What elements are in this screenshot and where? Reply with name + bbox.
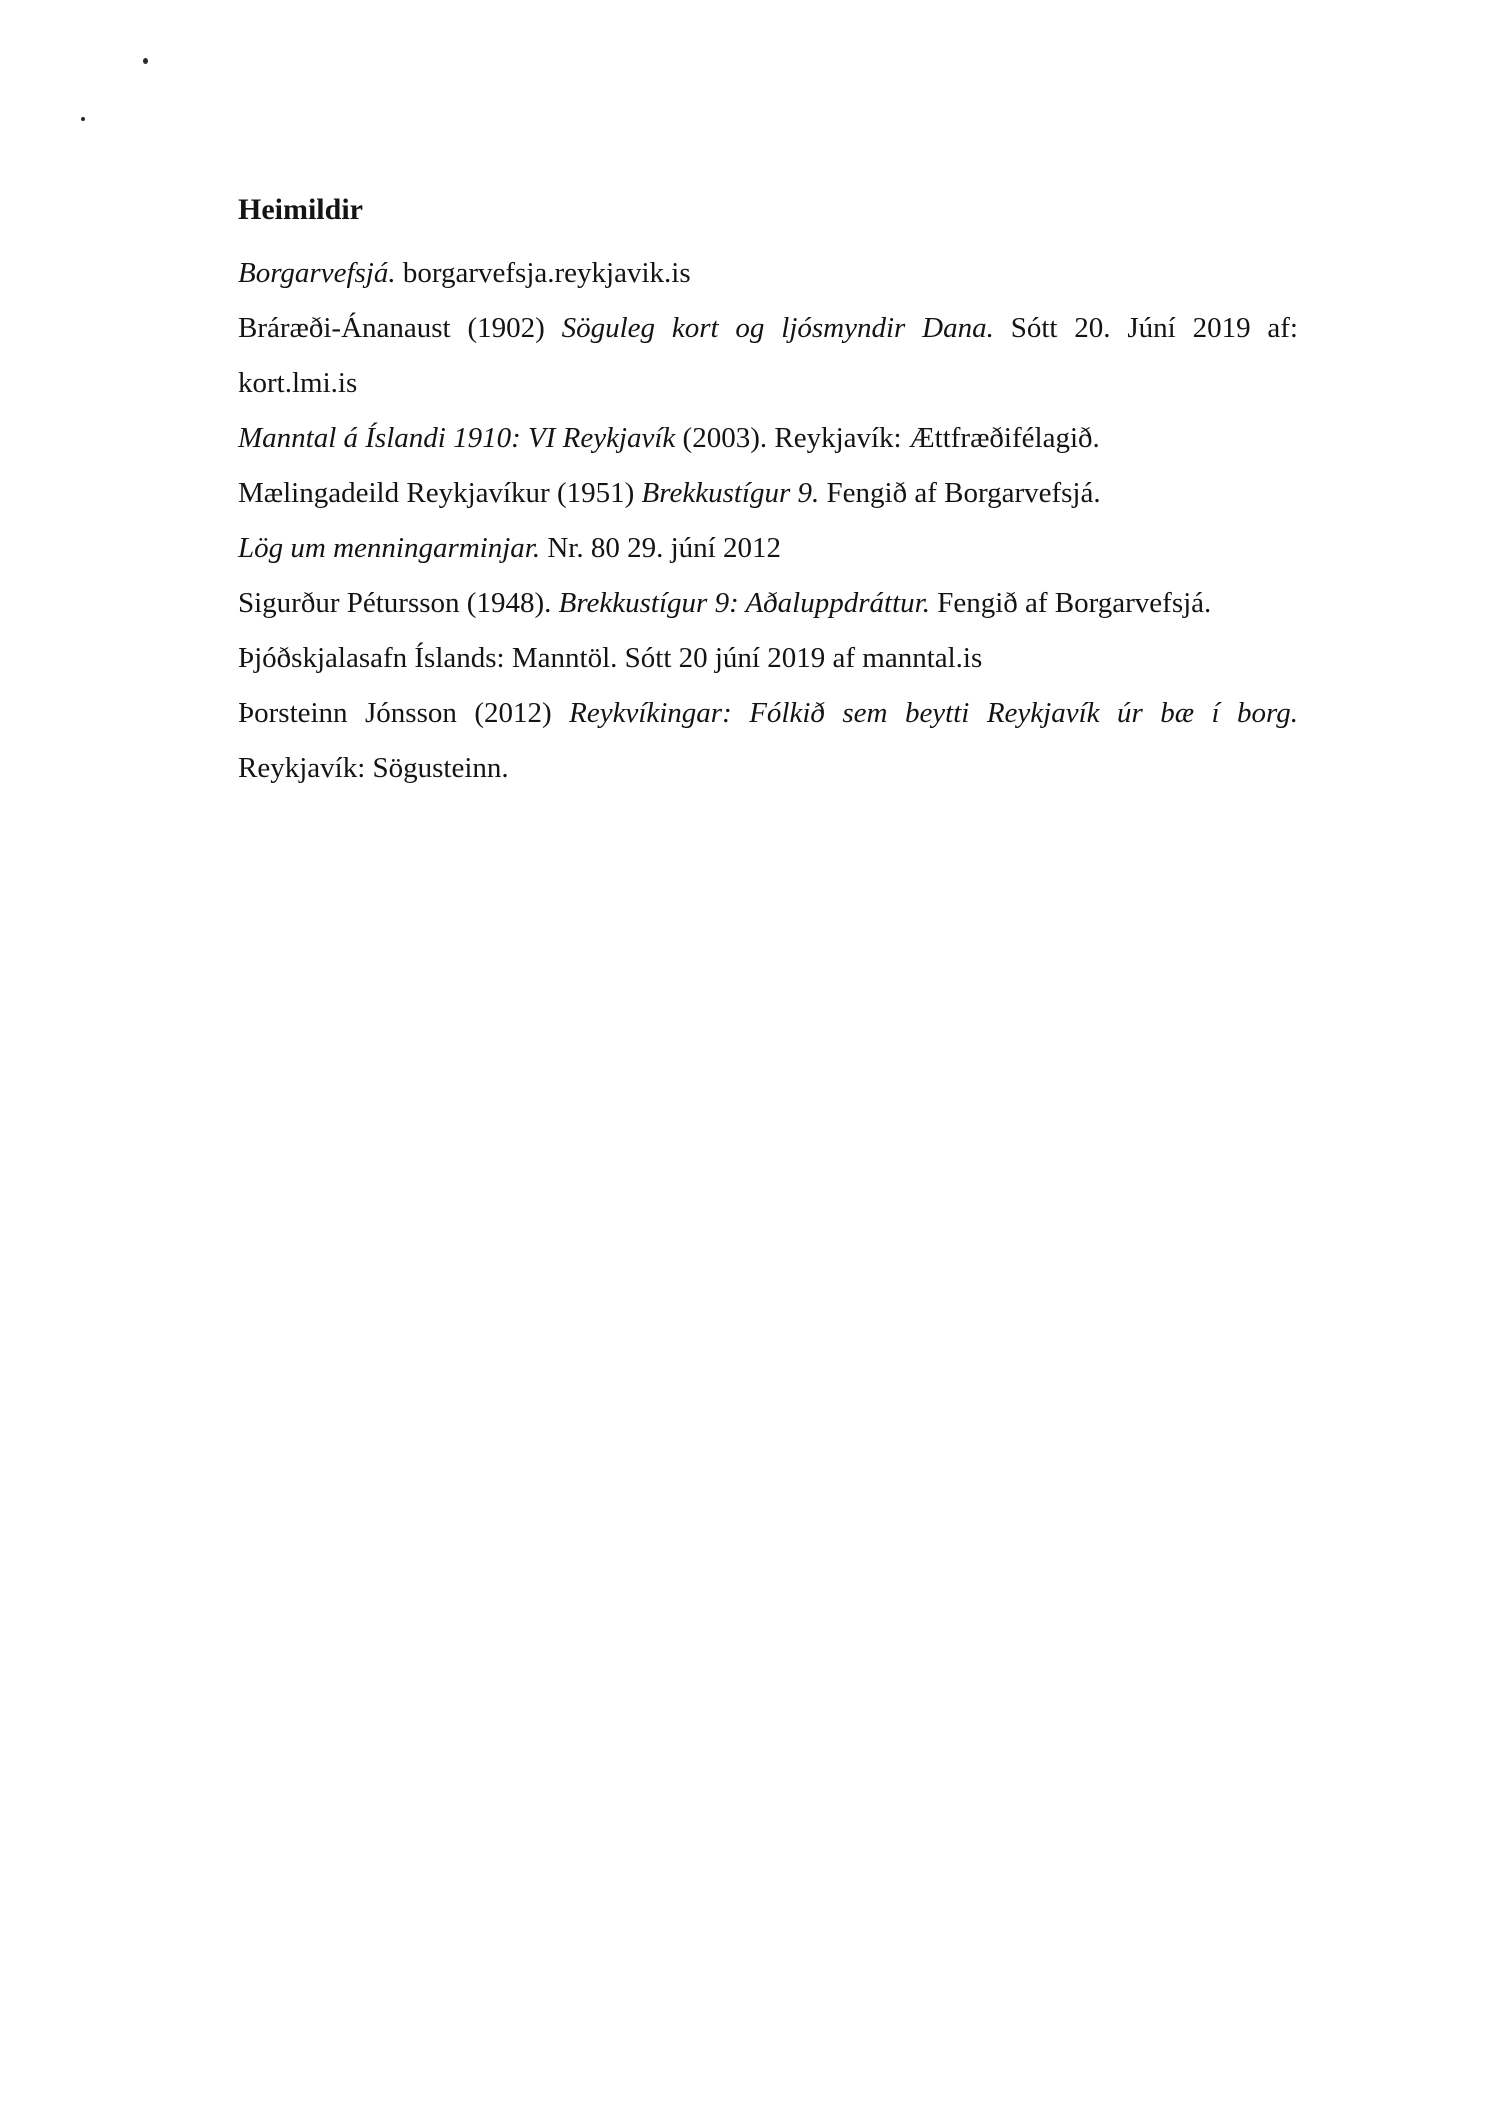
reference-text: Þjóðskjalasafn Íslands: Manntöl. Sótt 20 júní 2019 af manntal.is <box>238 642 983 674</box>
reference-detail: Nr. 80 29. júní 2012 <box>540 532 781 564</box>
reference-title: Brekkustígur 9: Aðaluppdráttur. <box>558 587 930 619</box>
reference-author: Þorsteinn Jónsson (2012) <box>238 697 570 729</box>
reference-item <box>238 246 1298 301</box>
reference-author: Mælingadeild Reykjavíkur (1951) <box>238 477 642 509</box>
reference-publisher: Reykjavík: Sögusteinn. <box>238 752 509 784</box>
reference-title: Manntal á Íslandi 1910: VI Reykjavík <box>238 422 676 454</box>
reference-item <box>238 686 1298 796</box>
reference-title: Söguleg kort og ljósmyndir Dana. <box>561 312 994 344</box>
reference-item <box>238 576 1298 631</box>
reference-item <box>238 411 1298 466</box>
reference-detail: Sótt 20. Júní 2019 af: <box>993 312 1298 344</box>
reference-detail: Fengið af Borgarvefsjá. <box>819 477 1101 509</box>
reference-detail: (2003). Reykjavík: Ættfræðifélagið. <box>675 422 1100 454</box>
reference-author: Sigurður Pétursson (1948). <box>238 587 559 619</box>
reference-item <box>238 301 1298 411</box>
reference-item <box>238 631 1298 686</box>
reference-detail: borgarvefsja.reykjavik.is <box>395 257 691 289</box>
reference-item <box>238 466 1298 521</box>
references-list <box>238 246 1298 796</box>
reference-title: Borgarvefsjá. <box>238 257 396 289</box>
references-heading: Heimildir <box>238 193 363 226</box>
scan-speck-mark <box>81 117 85 121</box>
reference-line <box>238 301 1298 356</box>
scan-speck-mark <box>143 58 148 64</box>
reference-url: kort.lmi.is <box>238 367 358 399</box>
reference-title: Reykvíkingar: Fólkið sem beytti Reykjavík úr bæ í borg. <box>569 697 1298 729</box>
reference-item <box>238 521 1298 576</box>
reference-line <box>238 686 1298 741</box>
reference-title: Lög um menningarminjar. <box>238 532 541 564</box>
reference-detail: Fengið af Borgarvefsjá. <box>929 587 1212 619</box>
reference-title: Brekkustígur 9. <box>641 477 820 509</box>
reference-author: Bráræði-Ánanaust (1902) <box>238 312 562 344</box>
